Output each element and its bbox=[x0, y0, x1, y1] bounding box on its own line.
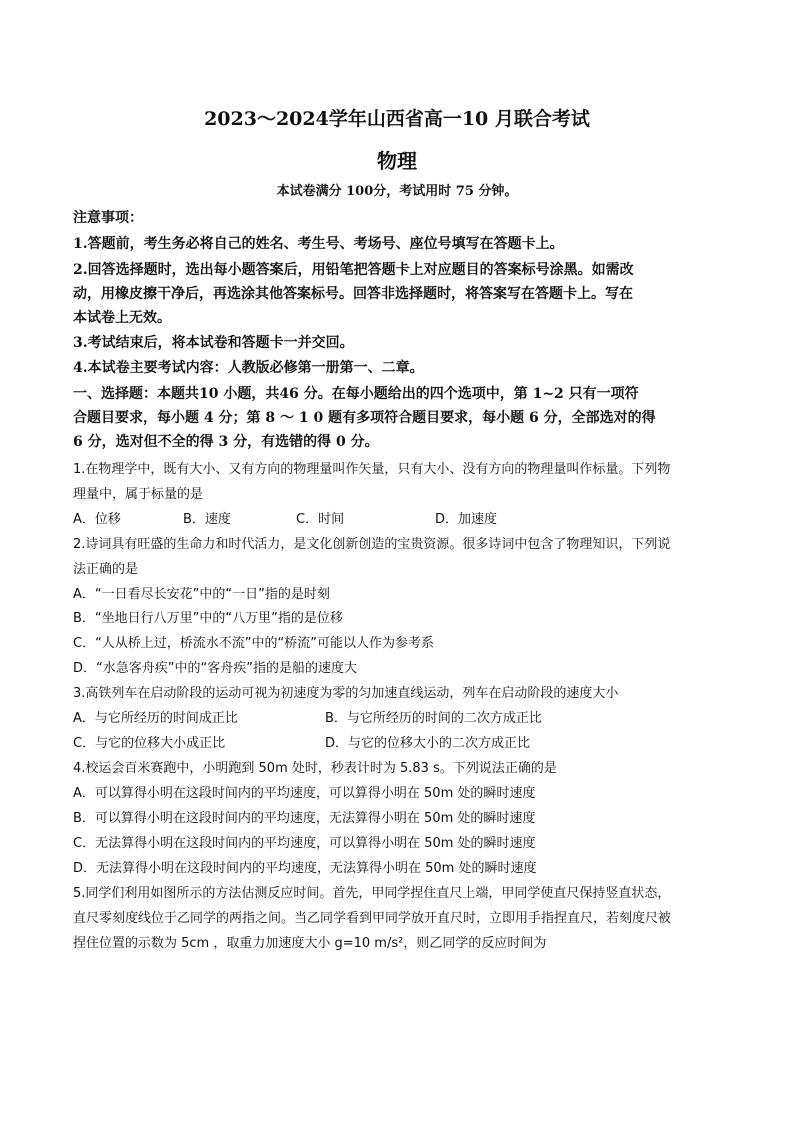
notice-item-4: 4.本试卷主要考试内容：人教版必修第一册第一、二章。 bbox=[73, 360, 424, 376]
q2-option-b: B．“坐地日行八万里”中的“八万里”指的是位移 bbox=[73, 611, 343, 626]
q1-stem-line2: 理量中，属于标量的是 bbox=[73, 487, 204, 502]
q3-option-b: B．与它所经历的时间的二次方成正比 bbox=[325, 711, 542, 726]
q3-option-d: D．与它的位移大小的二次方成正比 bbox=[325, 736, 531, 751]
q2-stem-line1: 2.诗词具有旺盛的生命力和时代活力，是文化创新创造的宝贵资源。很多诗词中包含了物理知识，下列说 bbox=[73, 537, 671, 552]
notice-item-3: 3.考试结束后，将本试卷和答题卡一并交回。 bbox=[73, 335, 354, 351]
notice-heading: 注意事项： bbox=[73, 210, 143, 226]
q2-stem-line2: 法正确的是 bbox=[73, 562, 139, 577]
section1-header-line2: 合题目要求，每小题 4 分；第 8 ～ 1 0 题有多项符合题目要求，每小题 6 分，全部选对的得 bbox=[73, 410, 656, 426]
q3-stem: 3.高铁列车在启动阶段的运动可视为初速度为零的匀加速直线运动，列车在启动阶段的速度大小 bbox=[73, 686, 619, 701]
q5-stem-line1: 5.同学们利用如图所示的方法估测反应时间。首先，甲同学捏住直尺上端，甲同学使直尺保持竖直状态， bbox=[73, 886, 671, 901]
section1-header-line3: 6 分，选对但不全的得 3 分，有选错的得 0 分。 bbox=[73, 434, 379, 450]
q4-option-c: C．无法算得小明在这段时间内的平均速度，可以算得小明在 50m 处的瞬时速度 bbox=[73, 836, 536, 851]
notice-item-2-line2: 动，用橡皮擦干净后，再选涂其他答案标号。回答非选择题时，将答案写在答题卡上。写在 bbox=[73, 286, 633, 302]
q3-option-c: C．与它的位移大小成正比 bbox=[73, 736, 226, 751]
notice-item-1: 1.答题前，考生务必将自己的姓名、考生号、考场号、座位号填写在答题卡上。 bbox=[73, 236, 564, 252]
q1-option-c: C．时间 bbox=[296, 512, 345, 527]
q2-option-a: A．“一日看尽长安花”中的“一日”指的是时刻 bbox=[73, 587, 330, 602]
q5-stem-line3: 捏住位置的示数为 5cm ，取重力加速度大小 g=10 m/s²，则乙同学的反应时间为 bbox=[73, 936, 547, 951]
q5-stem-line2: 直尺零刻度线位于乙同学的两指之间。当乙同学看到甲同学放开直尺时，立即用手指捏直尺，若刻度尺被 bbox=[73, 911, 672, 926]
subject-title: 物理 bbox=[377, 149, 417, 173]
q2-option-c: C．“人从桥上过，桥流水不流”中的“桥流”可能以人作为参考系 bbox=[73, 636, 435, 651]
notice-item-2-line1: 2.回答选择题时，选出每小题答案后，用铅笔把答题卡上对应题目的答案标号涂黑。如需改 bbox=[73, 262, 634, 278]
q1-option-a: A．位移 bbox=[73, 512, 121, 527]
exam-subtitle: 本试卷满分 100分，考试用时 75 分钟。 bbox=[276, 184, 518, 199]
q2-option-d: D．“水急客舟疾”中的“客舟疾”指的是船的速度大 bbox=[73, 661, 357, 676]
q1-stem-line1: 1.在物理学中，既有大小、又有方向的物理量叫作矢量，只有大小、没有方向的物理量叫作标量。下列物 bbox=[73, 462, 671, 477]
q4-stem: 4.校运会百米赛跑中，小明跑到 50m 处时，秒表计时为 5.83 s。下列说法正确的是 bbox=[73, 761, 557, 776]
q1-option-b: B．速度 bbox=[183, 512, 231, 527]
exam-title: 2023～2024学年山西省高一10 月联合考试 bbox=[204, 108, 590, 130]
q3-option-a: A．与它所经历的时间成正比 bbox=[73, 711, 238, 726]
notice-item-2-line3: 本试卷上无效。 bbox=[73, 310, 171, 326]
q4-option-b: B．可以算得小明在这段时间内的平均速度，无法算得小明在 50m 处的瞬时速度 bbox=[73, 811, 536, 826]
section1-header-line1: 一、选择题：本题共10 小题，共46 分。在每小题给出的四个选项中，第 1~2 只有一项符 bbox=[73, 386, 639, 402]
q4-option-d: D．无法算得小明在这段时间内的平均速度，无法算得小明在 50m 处的瞬时速度 bbox=[73, 861, 537, 876]
q1-option-d: D．加速度 bbox=[435, 512, 498, 527]
q4-option-a: A．可以算得小明在这段时间内的平均速度，可以算得小明在 50m 处的瞬时速度 bbox=[73, 786, 536, 801]
